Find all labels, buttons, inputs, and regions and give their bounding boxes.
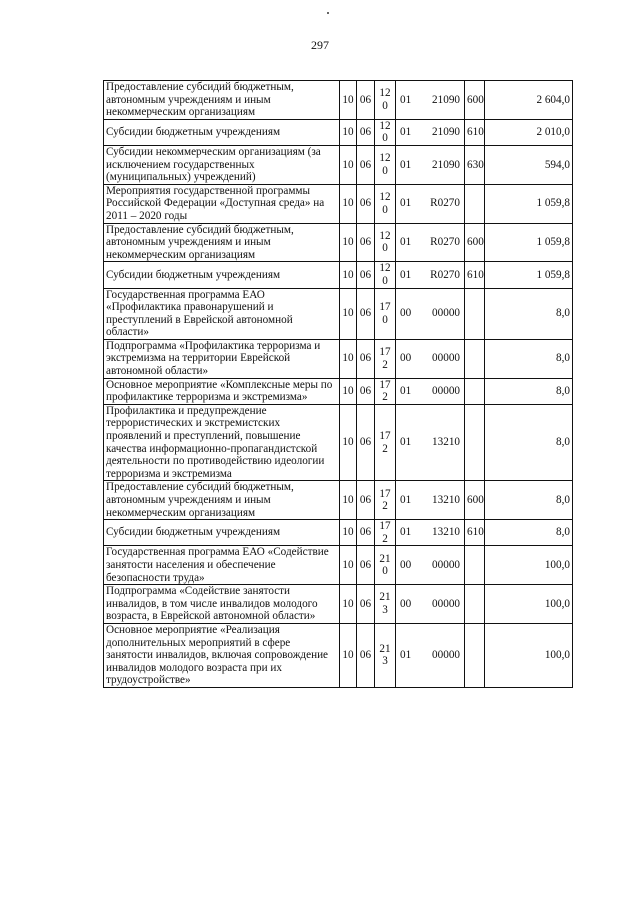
subsection-code: 06: [357, 145, 375, 184]
section-code: 10: [340, 378, 357, 404]
section-code: 10: [340, 81, 357, 120]
expense-type-code: 610: [465, 119, 485, 145]
table-row: [104, 404, 573, 481]
table-row: [104, 184, 573, 223]
table-row: [104, 546, 573, 585]
target-article-cell: [396, 262, 465, 288]
program-code: 17 2: [375, 339, 396, 378]
expense-type-code: 600: [465, 481, 485, 520]
expense-type-code: 630: [465, 145, 485, 184]
subsection-code: 06: [357, 223, 375, 262]
amount: 8,0: [485, 378, 573, 404]
amount: 2 604,0: [485, 81, 573, 120]
amount: 1 059,8: [485, 184, 573, 223]
expense-type-code: 610: [465, 262, 485, 288]
section-code: 10: [340, 481, 357, 520]
direction-code: 00000: [432, 649, 460, 662]
table-row: [104, 119, 573, 145]
amount: 8,0: [485, 339, 573, 378]
target-article-cell: [396, 145, 465, 184]
expense-type-code: [465, 378, 485, 404]
target-article-cell: [396, 81, 465, 120]
measure-code: 01: [400, 126, 412, 139]
program-code: 12 0: [375, 262, 396, 288]
subsection-code: 06: [357, 378, 375, 404]
subsection-code: 06: [357, 481, 375, 520]
amount: 594,0: [485, 145, 573, 184]
measure-code: 01: [400, 158, 412, 171]
row-name: Субсидии бюджетным учреждениям: [104, 262, 340, 288]
amount: 2 010,0: [485, 119, 573, 145]
subsection-code: 06: [357, 262, 375, 288]
direction-code: 21090: [432, 126, 460, 139]
program-code: 21 3: [375, 585, 396, 624]
measure-code: 01: [400, 197, 412, 210]
amount: 100,0: [485, 585, 573, 624]
direction-code: 00000: [432, 384, 460, 397]
direction-code: 00000: [432, 597, 460, 610]
expense-type-code: [465, 339, 485, 378]
section-code: 10: [340, 223, 357, 262]
amount: 8,0: [485, 404, 573, 481]
direction-code: 00000: [432, 558, 460, 571]
program-code: 17 0: [375, 288, 396, 339]
amount: 8,0: [485, 520, 573, 546]
measure-code: 01: [400, 494, 412, 506]
target-article-cell: [396, 288, 465, 339]
subsection-code: 06: [357, 184, 375, 223]
table-row: [104, 81, 573, 120]
measure-code: 00: [400, 597, 412, 610]
direction-code: 21090: [432, 93, 460, 106]
expense-type-code: [465, 184, 485, 223]
row-name: Основное мероприятие «Комплексные меры по профилактике терроризма и экстремизма»: [104, 378, 340, 404]
row-name: Государственная программа ЕАО «Профилактика правонарушений и преступлений в Еврейской автономной области»: [104, 288, 340, 339]
program-code: 12 0: [375, 184, 396, 223]
amount: 8,0: [485, 481, 573, 520]
amount: 1 059,8: [485, 262, 573, 288]
program-code: 21 0: [375, 546, 396, 585]
table-body: [104, 81, 573, 688]
expense-type-code: [465, 546, 485, 585]
row-name: Основное мероприятие «Реализация дополнительных мероприятий в сфере занятости инвалидов, включая сопровождение инвалидов молодого возраста при их трудоустройстве»: [104, 623, 340, 687]
program-code: 12 0: [375, 145, 396, 184]
row-name: Профилактика и предупреждение террористических и экстремистских проявлений и преступлений, повышение качества информационно-пропагандистской деятельности по противодействию идеологии терроризма и экстремизма: [104, 404, 340, 481]
expense-type-code: [465, 585, 485, 624]
direction-code: 00000: [432, 307, 460, 320]
subsection-code: 06: [357, 623, 375, 687]
measure-code: 00: [400, 352, 412, 365]
table-row: [104, 145, 573, 184]
program-code: 12 0: [375, 119, 396, 145]
section-code: 10: [340, 145, 357, 184]
budget-table: [103, 80, 573, 688]
target-article-cell: [396, 520, 465, 546]
table-row: [104, 262, 573, 288]
section-code: 10: [340, 585, 357, 624]
program-code: 17 2: [375, 481, 396, 520]
measure-code: 01: [400, 268, 412, 281]
subsection-code: 06: [357, 119, 375, 145]
direction-code: 00000: [432, 352, 460, 365]
target-article-cell: [396, 404, 465, 481]
expense-type-code: [465, 288, 485, 339]
target-article-cell: [396, 184, 465, 223]
expense-type-code: [465, 404, 485, 481]
measure-code: 00: [400, 558, 412, 571]
target-article-cell: [396, 585, 465, 624]
row-name: Предоставление субсидий бюджетным, автономным учреждениям и иным некоммерческим организациям: [104, 223, 340, 262]
table-row: [104, 520, 573, 546]
row-name: Государственная программа ЕАО «Содействие занятости населения и обеспечение безопасности труда»: [104, 546, 340, 585]
program-code: 12 0: [375, 81, 396, 120]
direction-code: 13210: [432, 436, 460, 449]
row-name: Предоставление субсидий бюджетным, автономным учреждениям и иным некоммерческим организациям: [104, 481, 340, 520]
table-row: [104, 623, 573, 687]
subsection-code: 06: [357, 404, 375, 481]
target-article-cell: [396, 623, 465, 687]
subsection-code: 06: [357, 339, 375, 378]
row-name: Подпрограмма «Содействие занятости инвалидов, в том числе инвалидов молодого возраста, в Еврейской автономной области»: [104, 585, 340, 624]
target-article-cell: [396, 339, 465, 378]
section-code: 10: [340, 623, 357, 687]
row-name: Субсидии некоммерческим организациям (за исключением государственных (муниципальных) учреждений): [104, 145, 340, 184]
program-code: 17 2: [375, 404, 396, 481]
section-code: 10: [340, 339, 357, 378]
section-code: 10: [340, 546, 357, 585]
row-name: Субсидии бюджетным учреждениям: [104, 520, 340, 546]
table-row: [104, 339, 573, 378]
program-code: 17 2: [375, 520, 396, 546]
section-code: 10: [340, 119, 357, 145]
amount: 1 059,8: [485, 223, 573, 262]
expense-type-code: [465, 623, 485, 687]
row-name: Мероприятия государственной программы Российской Федерации «Доступная среда» на 2011 – 2020 годы: [104, 184, 340, 223]
direction-code: 21090: [432, 158, 460, 171]
measure-code: 01: [400, 384, 412, 397]
target-article-cell: [396, 546, 465, 585]
row-name: Подпрограмма «Профилактика терроризма и экстремизма на территории Еврейской автономной области»: [104, 339, 340, 378]
table-row: [104, 481, 573, 520]
amount: 100,0: [485, 623, 573, 687]
subsection-code: 06: [357, 585, 375, 624]
target-article-cell: [396, 223, 465, 262]
section-code: 10: [340, 520, 357, 546]
target-article-cell: [396, 119, 465, 145]
subsection-code: 06: [357, 288, 375, 339]
section-code: 10: [340, 288, 357, 339]
table-row: [104, 288, 573, 339]
table-row: [104, 223, 573, 262]
direction-code: 13210: [432, 526, 460, 539]
measure-code: 01: [400, 526, 412, 539]
section-code: 10: [340, 184, 357, 223]
program-code: 21 3: [375, 623, 396, 687]
amount: 100,0: [485, 546, 573, 585]
measure-code: 00: [400, 307, 412, 320]
section-code: 10: [340, 262, 357, 288]
direction-code: R0270: [430, 268, 460, 281]
measure-code: 01: [400, 93, 412, 106]
amount: 8,0: [485, 288, 573, 339]
direction-code: R0270: [430, 197, 460, 210]
target-article-cell: [396, 481, 465, 520]
measure-code: 01: [400, 649, 412, 662]
table-row: [104, 378, 573, 404]
expense-type-code: 610: [465, 520, 485, 546]
measure-code: 01: [400, 436, 412, 449]
scan-speck: [327, 12, 329, 14]
measure-code: 01: [400, 236, 412, 249]
subsection-code: 06: [357, 546, 375, 585]
table-row: [104, 585, 573, 624]
subsection-code: 06: [357, 81, 375, 120]
section-code: 10: [340, 404, 357, 481]
direction-code: 13210: [432, 494, 460, 506]
row-name: Предоставление субсидий бюджетным, автономным учреждениям и иным некоммерческим организациям: [104, 81, 340, 120]
direction-code: R0270: [430, 236, 460, 249]
expense-type-code: 600: [465, 81, 485, 120]
program-code: 12 0: [375, 223, 396, 262]
page-number: 297: [311, 38, 329, 52]
target-article-cell: [396, 378, 465, 404]
expense-type-code: 600: [465, 223, 485, 262]
subsection-code: 06: [357, 520, 375, 546]
program-code: 17 2: [375, 378, 396, 404]
row-name: Субсидии бюджетным учреждениям: [104, 119, 340, 145]
